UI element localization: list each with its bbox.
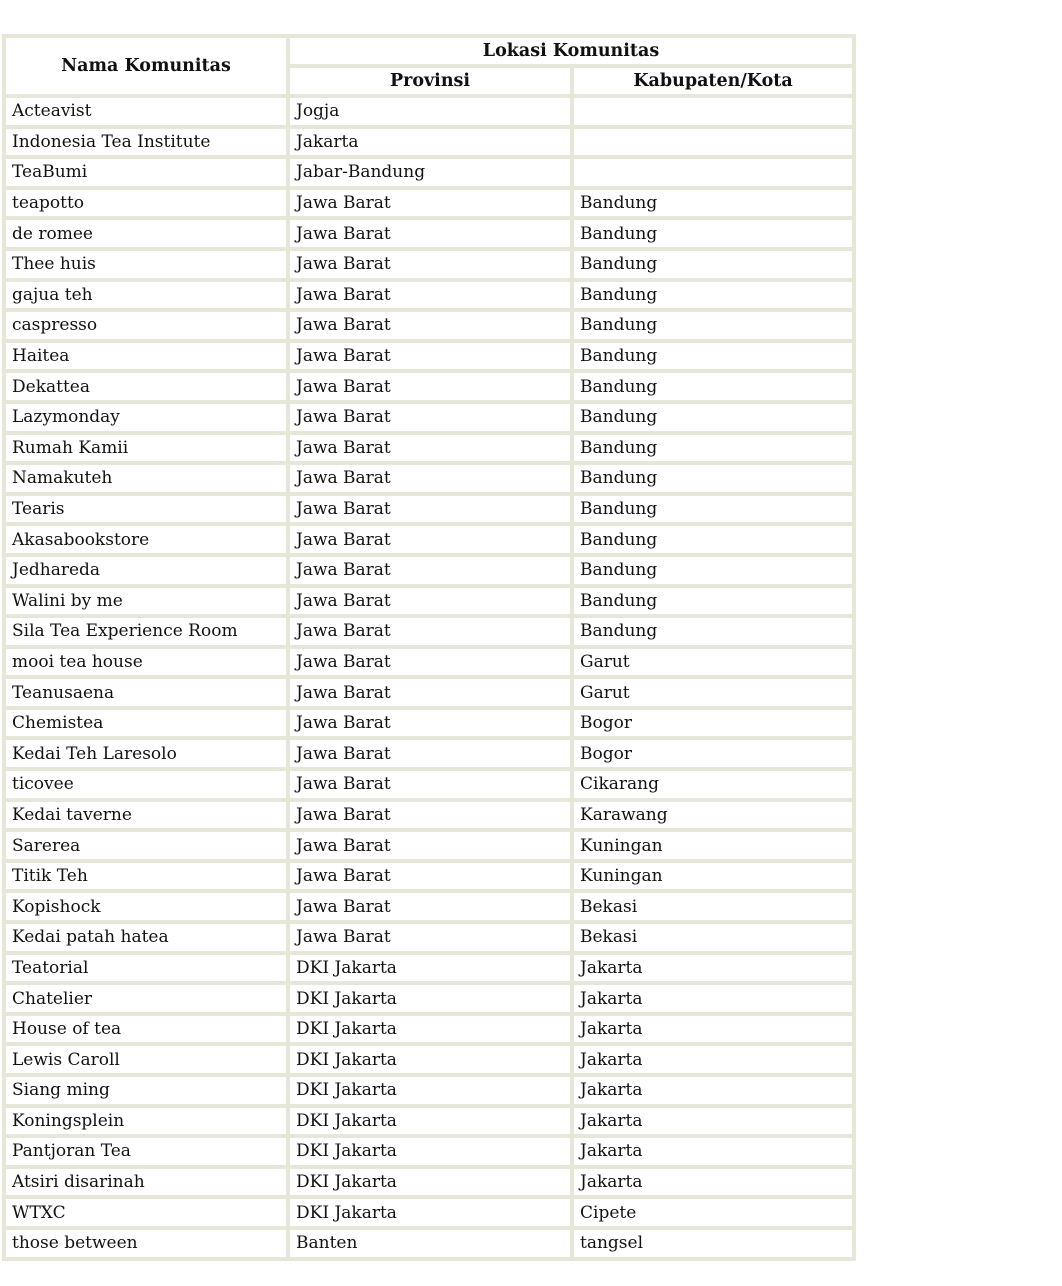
cell-kabupaten-kota: Garut	[572, 677, 854, 708]
cell-provinsi: Jawa Barat	[288, 463, 572, 494]
cell-provinsi: Jakarta	[288, 127, 572, 158]
cell-nama-komunitas: Dekattea	[4, 371, 288, 402]
table-header	[4, 36, 854, 96]
table-row	[4, 1228, 854, 1259]
cell-provinsi: Jawa Barat	[288, 555, 572, 586]
table-row	[4, 677, 854, 708]
cell-kabupaten-kota	[572, 96, 854, 127]
cell-nama-komunitas: Indonesia Tea Institute	[4, 127, 288, 158]
cell-provinsi: Jawa Barat	[288, 800, 572, 831]
cell-provinsi: Jogja	[288, 96, 572, 127]
cell-kabupaten-kota: Bandung	[572, 524, 854, 555]
cell-provinsi: Jawa Barat	[288, 922, 572, 953]
table-row	[4, 524, 854, 555]
table-row	[4, 310, 854, 341]
cell-provinsi: Jawa Barat	[288, 371, 572, 402]
table-row	[4, 371, 854, 402]
header-kabupaten-kota: Kabupaten/Kota	[572, 66, 854, 96]
cell-kabupaten-kota: Bandung	[572, 402, 854, 433]
table-body	[4, 96, 854, 1259]
cell-provinsi: DKI Jakarta	[288, 953, 572, 984]
cell-provinsi: DKI Jakarta	[288, 1044, 572, 1075]
cell-provinsi: Jawa Barat	[288, 402, 572, 433]
cell-kabupaten-kota: Kuningan	[572, 861, 854, 892]
cell-nama-komunitas: Acteavist	[4, 96, 288, 127]
cell-kabupaten-kota: Garut	[572, 647, 854, 678]
cell-kabupaten-kota: Bogor	[572, 708, 854, 739]
cell-kabupaten-kota: Bandung	[572, 463, 854, 494]
cell-nama-komunitas: gajua teh	[4, 280, 288, 311]
table-row	[4, 1044, 854, 1075]
cell-kabupaten-kota: Cipete	[572, 1197, 854, 1228]
table-row	[4, 616, 854, 647]
cell-nama-komunitas: Thee huis	[4, 249, 288, 280]
cell-nama-komunitas: Koningsplein	[4, 1106, 288, 1137]
table-row	[4, 1106, 854, 1137]
cell-provinsi: Jawa Barat	[288, 738, 572, 769]
cell-nama-komunitas: Akasabookstore	[4, 524, 288, 555]
header-provinsi: Provinsi	[288, 66, 572, 96]
cell-provinsi: Jawa Barat	[288, 616, 572, 647]
table-row	[4, 647, 854, 678]
table-row	[4, 738, 854, 769]
cell-kabupaten-kota: Jakarta	[572, 1044, 854, 1075]
table-row	[4, 861, 854, 892]
table-row	[4, 953, 854, 984]
table-row	[4, 555, 854, 586]
table-row	[4, 1136, 854, 1167]
cell-provinsi: Jawa Barat	[288, 494, 572, 525]
cell-kabupaten-kota: Bekasi	[572, 891, 854, 922]
table-row	[4, 1014, 854, 1045]
table-row	[4, 494, 854, 525]
cell-nama-komunitas: Rumah Kamii	[4, 433, 288, 464]
cell-nama-komunitas: Teatorial	[4, 953, 288, 984]
cell-nama-komunitas: Chatelier	[4, 983, 288, 1014]
cell-nama-komunitas: Chemistea	[4, 708, 288, 739]
header-nama-komunitas: Nama Komunitas	[4, 36, 288, 96]
header-row-top	[4, 36, 854, 66]
cell-kabupaten-kota: Bogor	[572, 738, 854, 769]
cell-provinsi: Jawa Barat	[288, 677, 572, 708]
cell-nama-komunitas: Kedai Teh Laresolo	[4, 738, 288, 769]
table-row	[4, 463, 854, 494]
cell-nama-komunitas: Titik Teh	[4, 861, 288, 892]
table-row	[4, 433, 854, 464]
cell-provinsi: Jawa Barat	[288, 708, 572, 739]
cell-kabupaten-kota: Bekasi	[572, 922, 854, 953]
cell-kabupaten-kota: Jakarta	[572, 983, 854, 1014]
table-row	[4, 708, 854, 739]
cell-provinsi: Jawa Barat	[288, 891, 572, 922]
cell-kabupaten-kota	[572, 127, 854, 158]
cell-kabupaten-kota: Bandung	[572, 188, 854, 219]
table-row	[4, 249, 854, 280]
cell-nama-komunitas: Kedai patah hatea	[4, 922, 288, 953]
cell-kabupaten-kota: Jakarta	[572, 1136, 854, 1167]
cell-nama-komunitas: Haitea	[4, 341, 288, 372]
cell-provinsi: Jawa Barat	[288, 341, 572, 372]
cell-provinsi: DKI Jakarta	[288, 983, 572, 1014]
table-row	[4, 280, 854, 311]
cell-nama-komunitas: Walini by me	[4, 586, 288, 617]
cell-nama-komunitas: de romee	[4, 218, 288, 249]
cell-nama-komunitas: TeaBumi	[4, 157, 288, 188]
cell-kabupaten-kota: Jakarta	[572, 1106, 854, 1137]
cell-nama-komunitas: ticovee	[4, 769, 288, 800]
community-table	[2, 34, 856, 1261]
cell-nama-komunitas: Sila Tea Experience Room	[4, 616, 288, 647]
table-row	[4, 1075, 854, 1106]
cell-nama-komunitas: mooi tea house	[4, 647, 288, 678]
cell-nama-komunitas: Sarerea	[4, 830, 288, 861]
community-table-container	[2, 34, 856, 1261]
cell-kabupaten-kota: Bandung	[572, 341, 854, 372]
cell-nama-komunitas: Kopishock	[4, 891, 288, 922]
table-row	[4, 402, 854, 433]
cell-provinsi: DKI Jakarta	[288, 1014, 572, 1045]
cell-kabupaten-kota: Bandung	[572, 586, 854, 617]
cell-provinsi: Jawa Barat	[288, 433, 572, 464]
cell-kabupaten-kota: Bandung	[572, 249, 854, 280]
cell-kabupaten-kota: Jakarta	[572, 953, 854, 984]
cell-kabupaten-kota: Jakarta	[572, 1167, 854, 1198]
cell-kabupaten-kota: Jakarta	[572, 1075, 854, 1106]
cell-nama-komunitas: Siang ming	[4, 1075, 288, 1106]
cell-nama-komunitas: Jedhareda	[4, 555, 288, 586]
cell-kabupaten-kota: tangsel	[572, 1228, 854, 1259]
table-row	[4, 96, 854, 127]
cell-provinsi: Jawa Barat	[288, 586, 572, 617]
cell-nama-komunitas: Lewis Caroll	[4, 1044, 288, 1075]
cell-kabupaten-kota: Bandung	[572, 433, 854, 464]
cell-provinsi: Banten	[288, 1228, 572, 1259]
cell-nama-komunitas: caspresso	[4, 310, 288, 341]
cell-provinsi: Jawa Barat	[288, 188, 572, 219]
cell-kabupaten-kota: Jakarta	[572, 1014, 854, 1045]
cell-kabupaten-kota: Bandung	[572, 310, 854, 341]
cell-nama-komunitas: Atsiri disarinah	[4, 1167, 288, 1198]
cell-kabupaten-kota: Bandung	[572, 494, 854, 525]
cell-nama-komunitas: WTXC	[4, 1197, 288, 1228]
cell-provinsi: Jawa Barat	[288, 647, 572, 678]
table-row	[4, 586, 854, 617]
table-row	[4, 188, 854, 219]
table-row	[4, 1167, 854, 1198]
cell-kabupaten-kota: Bandung	[572, 555, 854, 586]
cell-nama-komunitas: Tearis	[4, 494, 288, 525]
cell-nama-komunitas: Pantjoran Tea	[4, 1136, 288, 1167]
table-row	[4, 127, 854, 158]
cell-kabupaten-kota: Bandung	[572, 218, 854, 249]
cell-provinsi: DKI Jakarta	[288, 1167, 572, 1198]
cell-nama-komunitas: Teanusaena	[4, 677, 288, 708]
cell-kabupaten-kota: Bandung	[572, 371, 854, 402]
table-row	[4, 341, 854, 372]
table-row	[4, 769, 854, 800]
cell-provinsi: Jawa Barat	[288, 524, 572, 555]
cell-provinsi: Jawa Barat	[288, 310, 572, 341]
cell-provinsi: DKI Jakarta	[288, 1136, 572, 1167]
cell-nama-komunitas: teapotto	[4, 188, 288, 219]
cell-kabupaten-kota: Cikarang	[572, 769, 854, 800]
table-row	[4, 800, 854, 831]
cell-nama-komunitas: Kedai taverne	[4, 800, 288, 831]
cell-kabupaten-kota	[572, 157, 854, 188]
table-row	[4, 157, 854, 188]
cell-nama-komunitas: House of tea	[4, 1014, 288, 1045]
table-row	[4, 922, 854, 953]
table-row	[4, 891, 854, 922]
cell-provinsi: Jawa Barat	[288, 280, 572, 311]
cell-kabupaten-kota: Kuningan	[572, 830, 854, 861]
header-lokasi-komunitas: Lokasi Komunitas	[288, 36, 854, 66]
cell-kabupaten-kota: Bandung	[572, 616, 854, 647]
cell-kabupaten-kota: Bandung	[572, 280, 854, 311]
table-row	[4, 983, 854, 1014]
cell-provinsi: Jawa Barat	[288, 769, 572, 800]
cell-provinsi: DKI Jakarta	[288, 1106, 572, 1137]
cell-kabupaten-kota: Karawang	[572, 800, 854, 831]
cell-nama-komunitas: those between	[4, 1228, 288, 1259]
table-row	[4, 1197, 854, 1228]
cell-provinsi: Jabar-Bandung	[288, 157, 572, 188]
cell-provinsi: Jawa Barat	[288, 249, 572, 280]
table-row	[4, 218, 854, 249]
cell-provinsi: DKI Jakarta	[288, 1075, 572, 1106]
cell-provinsi: Jawa Barat	[288, 830, 572, 861]
cell-nama-komunitas: Namakuteh	[4, 463, 288, 494]
table-row	[4, 830, 854, 861]
cell-provinsi: Jawa Barat	[288, 861, 572, 892]
cell-nama-komunitas: Lazymonday	[4, 402, 288, 433]
cell-provinsi: DKI Jakarta	[288, 1197, 572, 1228]
cell-provinsi: Jawa Barat	[288, 218, 572, 249]
